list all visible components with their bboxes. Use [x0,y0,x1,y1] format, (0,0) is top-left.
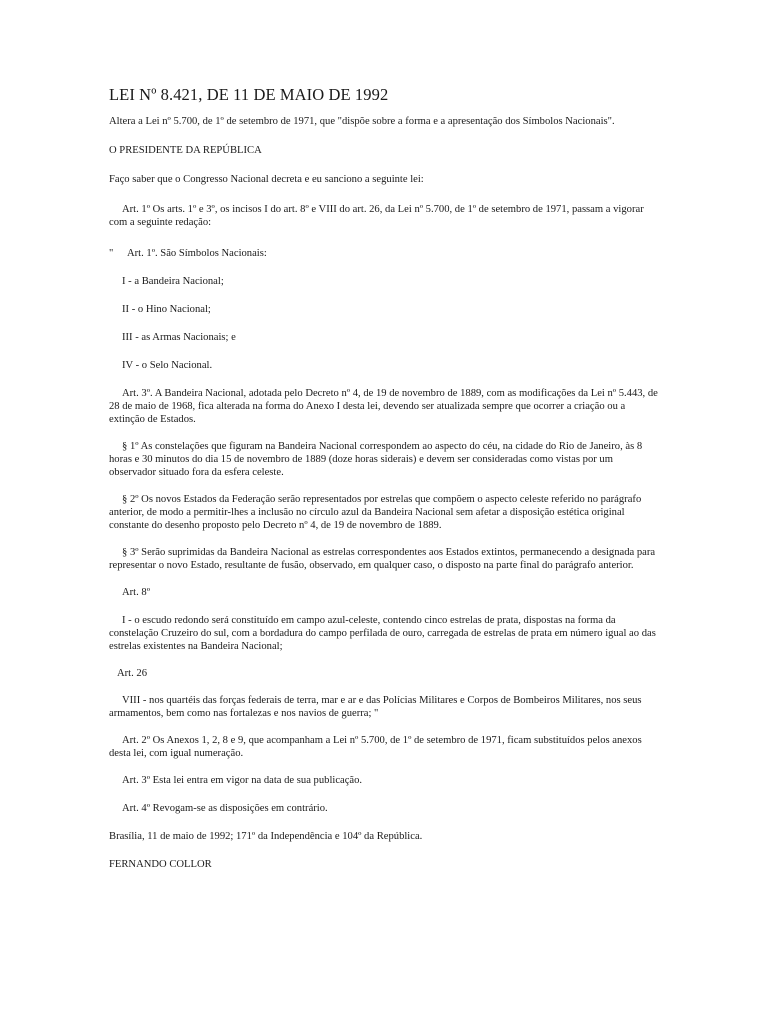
law-title: LEI Nº 8.421, DE 11 DE MAIO DE 1992 [109,85,389,104]
art-2: Art. 2º Os Anexos 1, 2, 8 e 9, que acompanham a Lei nº 5.700, de 1º de setembro de 1971, ficam substituídos pelos anexos desta lei, com igual numeração. [109,735,642,759]
place-and-date: Brasília, 11 de maio de 1992; 171º da Independência e 104º da República. [109,831,423,842]
president-heading: O PRESIDENTE DA REPÚBLICA [109,145,262,156]
art-8-heading: Art. 8º [122,587,150,598]
symbol-item: III - as Armas Nacionais; e [122,332,236,343]
signature: FERNANDO COLLOR [109,859,212,870]
intro-paragraph: Faço saber que o Congresso Nacional decreta e eu sanciono a seguinte lei: [109,174,424,185]
art-3-vigor: Art. 3º Esta lei entra em vigor na data de sua publicação. [122,775,363,786]
symbol-item: I - a Bandeira Nacional; [122,276,224,287]
art-1-new-text: Art. 1º. São Símbolos Nacionais: [127,248,267,259]
open-quote: " [109,248,114,259]
paragraph-1: § 1º As constelações que figuram na Bandeira Nacional correspondem ao aspecto do céu, na cidade do Rio de Janeiro, às 8 horas e 30 minutos do dia 15 de novembro de 1889 (doze horas siderais) e devem ser consideradas como vistas por um observador situado fora da esfera celeste. [109,441,643,478]
art-1: Art. 1º Os arts. 1º e 3º, os incisos I do art. 8º e VIII do art. 26, da Lei nº 5.700, de 1º de setembro de 1971, passam a vigorar com a seguinte redação: [109,204,644,228]
law-document [109,85,659,871]
paragraph-2: § 2º Os novos Estados da Federação serão representados por estrelas que compõem o aspecto celeste referido no parágrafo anterior, de modo a permitir-lhes a inclusão no círculo azul da Bandeira Nacional sem afetar a disposição estética original constante do desenho proposto pelo Decreto nº 4, de 19 de novembro de 1889. [109,494,642,531]
quote-block-start [109,247,659,260]
symbol-item: IV - o Selo Nacional. [122,360,213,371]
ementa: Altera a Lei nº 5.700, de 1º de setembro de 1971, que "dispõe sobre a forma e a apresentação dos Símbolos Nacionais". [109,116,615,127]
symbol-item: II - o Hino Nacional; [122,304,211,315]
paragraph-3: § 3º Serão suprimidas da Bandeira Nacional as estrelas correspondentes aos Estados extintos, permanecendo a designada para representar o novo Estado, resultante de fusão, observado, em qualquer caso, o disposto na parte final do parágrafo anterior. [109,547,656,571]
art-3-flag: Art. 3º. A Bandeira Nacional, adotada pelo Decreto nº 4, de 19 de novembro de 1889, com as modificações da Lei nº 5.443, de 28 de maio de 1968, fica alterada na forma do Anexo I desta lei, devendo ser atualizada sempre que ocorrer a criação ou a extinção de Estados. [109,388,658,425]
art-26-item-viii: VIII - nos quartéis das forças federais de terra, mar e ar e das Polícias Militares e Corpos de Bombeiros Militares, nos seus armamentos, bem como nas fortalezas e nos navios de guerra; " [109,695,642,719]
art-4: Art. 4º Revogam-se as disposições em contrário. [122,803,328,814]
art-8-item-i: I - o escudo redondo será constituído em campo azul-celeste, contendo cinco estrelas de prata, dispostas na forma da constelação Cruzeiro do sul, com a bordadura do campo perfilada de ouro, carregada de estrelas de prata em número igual ao das estrelas existentes na Bandeira Nacional; [109,615,656,652]
art-26-heading: Art. 26 [117,668,148,679]
